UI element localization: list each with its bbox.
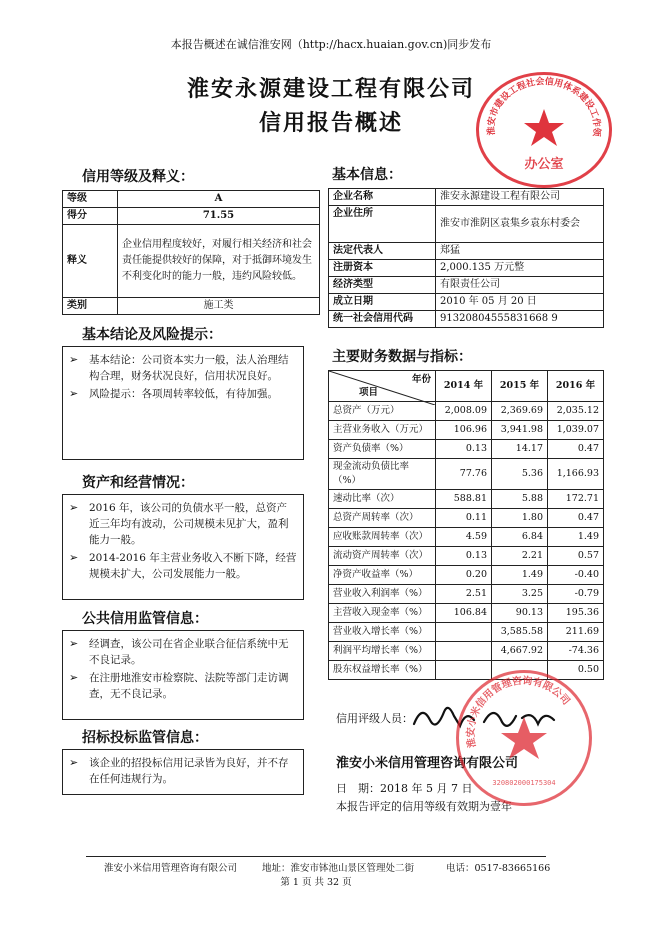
basic-type: 有限责任公司	[436, 277, 604, 294]
rater-label: 信用评级人员：	[336, 712, 413, 725]
table-row	[329, 604, 604, 623]
finance-row-label: 现金流动负债比率（%）	[329, 459, 436, 490]
finance-cell: 2,035.12	[548, 402, 604, 421]
conclusion-box	[62, 346, 304, 460]
arrow-bullet-icon: ➢	[69, 637, 79, 650]
credit-grade-value: A	[118, 191, 320, 208]
credit-label-category: 类别	[63, 298, 118, 315]
finance-row-label: 主营业务收入（万元）	[329, 421, 436, 440]
bidding-section-title: 招标投标监管信息：	[82, 730, 208, 746]
public-text-1: 经调查，该公司在省企业联合征信系统中无不良记录。	[89, 638, 289, 666]
basic-label-address: 企业住所	[329, 206, 436, 243]
finance-cell: 1.49	[548, 528, 604, 547]
finance-cell: 0.47	[548, 509, 604, 528]
finance-row-label: 流动资产周转率（次）	[329, 547, 436, 566]
finance-cell: 0.57	[548, 547, 604, 566]
table-row	[329, 642, 604, 661]
list-item	[69, 755, 297, 787]
arrow-bullet-icon: ➢	[69, 387, 79, 400]
arrow-bullet-icon: ➢	[69, 756, 79, 769]
report-date: 日 期：2018 年 5 月 7 日	[336, 782, 473, 795]
finance-row-label: 速动比率（次）	[329, 490, 436, 509]
list-item	[69, 636, 297, 668]
list-item	[69, 352, 297, 384]
finance-row-label: 营业收入增长率（%）	[329, 623, 436, 642]
table-row	[329, 440, 604, 459]
table-row	[329, 585, 604, 604]
arrow-bullet-icon: ➢	[69, 551, 79, 564]
finance-row-label: 主营收入现金率（%）	[329, 604, 436, 623]
credit-category-value: 施工类	[118, 298, 320, 315]
publish-note: 本报告概述在诚信淮安网（http://hacx.huaian.gov.cn)同步发布	[170, 38, 492, 51]
basic-label-date: 成立日期	[329, 294, 436, 311]
stamp-center-text: 办公室	[524, 157, 564, 172]
stamp-star-icon	[524, 109, 564, 146]
company-stamp-graphic	[459, 673, 589, 803]
finance-cell: 90.13	[492, 604, 548, 623]
finance-cell: 6.84	[492, 528, 548, 547]
finance-row-label: 股东权益增长率（%）	[329, 661, 436, 680]
assets-section-title: 资产和经营情况：	[82, 475, 194, 491]
finance-cell: 0.47	[548, 440, 604, 459]
finance-cell: 1,166.93	[548, 459, 604, 490]
report-title: 信用报告概述	[258, 111, 403, 136]
finance-header-corner	[329, 371, 436, 402]
list-item	[69, 550, 297, 582]
page-number: 第 1 页 共 32 页	[280, 877, 352, 888]
finance-cell: 106.84	[436, 604, 492, 623]
finance-rows	[329, 402, 604, 680]
finance-cell: 106.96	[436, 421, 492, 440]
stamp-ring-text: 淮安市建设工程社会信用体系建设工作领	[486, 77, 602, 137]
credit-rating-table	[62, 190, 320, 315]
finance-cell: 4,667.92	[492, 642, 548, 661]
finance-row-label: 利润平均增长率（%）	[329, 642, 436, 661]
credit-label-grade: 等级	[63, 191, 118, 208]
finance-cell: 211.69	[548, 623, 604, 642]
finance-row-label: 资产负债率（%）	[329, 440, 436, 459]
finance-header-year: 年份	[411, 374, 431, 385]
finance-cell: 2.21	[492, 547, 548, 566]
finance-cell: 3,941.98	[492, 421, 548, 440]
list-item	[69, 386, 297, 402]
finance-cell: 588.81	[436, 490, 492, 509]
table-row	[329, 490, 604, 509]
finance-year-2014: 2014 年	[436, 371, 492, 402]
basic-label-type: 经济类型	[329, 277, 436, 294]
finance-cell: 0.11	[436, 509, 492, 528]
finance-cell: 14.17	[492, 440, 548, 459]
basic-address: 淮安市淮阴区袁集乡袁东村委会	[436, 206, 604, 243]
public-section-title: 公共信用监管信息：	[82, 611, 208, 627]
finance-cell	[436, 623, 492, 642]
footer-phone: 电话：0517-83665166	[446, 863, 551, 874]
finance-cell: 3,585.58	[492, 623, 548, 642]
finance-year-2015: 2015 年	[492, 371, 548, 402]
finance-cell: 1.80	[492, 509, 548, 528]
finance-cell: 2.51	[436, 585, 492, 604]
finance-cell: -0.79	[548, 585, 604, 604]
finance-row-label: 总资产（万元）	[329, 402, 436, 421]
company-stamp-star-icon	[501, 717, 547, 759]
conclusion-text-1: 基本结论：公司资本实力一般，法人治理结构合理，财务状况良好，信用状况良好。	[89, 354, 289, 382]
finance-cell: 4.59	[436, 528, 492, 547]
table-row	[329, 623, 604, 642]
finance-row-label: 总资产周转率（次）	[329, 509, 436, 528]
credit-label-definition: 释义	[63, 225, 118, 298]
credit-section-title: 信用等级及释义：	[82, 169, 194, 185]
finance-table	[328, 370, 604, 680]
finance-row-label: 应收账款周转率（次）	[329, 528, 436, 547]
footer-divider	[86, 856, 546, 857]
list-item	[69, 500, 297, 548]
finance-cell: 1,039.07	[548, 421, 604, 440]
table-row	[329, 547, 604, 566]
finance-section-title: 主要财务数据与指标：	[332, 349, 472, 365]
finance-cell	[436, 642, 492, 661]
finance-cell: 2,008.09	[436, 402, 492, 421]
finance-cell: 0.20	[436, 566, 492, 585]
finance-cell: 5.36	[492, 459, 548, 490]
arrow-bullet-icon: ➢	[69, 353, 79, 366]
finance-cell: 77.76	[436, 459, 492, 490]
basic-legal-rep: 郑猛	[436, 243, 604, 260]
finance-row-label: 净资产收益率（%）	[329, 566, 436, 585]
list-item	[69, 670, 297, 702]
company-stamp	[456, 670, 592, 806]
report-title-company: 淮安永源建设工程有限公司	[186, 77, 475, 102]
basic-credit-code: 91320804555831668 9	[436, 311, 604, 328]
table-row	[329, 528, 604, 547]
finance-cell: 0.13	[436, 440, 492, 459]
basic-label-capital: 注册资本	[329, 260, 436, 277]
table-row	[329, 459, 604, 490]
basic-founded-date: 2010 年 05 月 20 日	[436, 294, 604, 311]
arrow-bullet-icon: ➢	[69, 501, 79, 514]
finance-cell: 195.36	[548, 604, 604, 623]
finance-cell: -74.36	[548, 642, 604, 661]
assets-text-2: 2014-2016 年主营业务收入不断下降，经营规模未扩大，公司发展能力一般。	[89, 552, 297, 580]
public-box	[62, 630, 304, 720]
finance-cell: 0.13	[436, 547, 492, 566]
arrow-bullet-icon: ➢	[69, 671, 79, 684]
bidding-box	[62, 749, 304, 795]
basic-label-credit-code: 统一社会信用代码	[329, 311, 436, 328]
assets-box	[62, 494, 304, 600]
table-row	[329, 421, 604, 440]
credit-label-score: 得分	[63, 208, 118, 225]
conclusion-section-title: 基本结论及风险提示：	[82, 327, 222, 343]
finance-cell: 3.25	[492, 585, 548, 604]
finance-cell: -0.40	[548, 566, 604, 585]
basic-info-table	[328, 188, 604, 328]
finance-row-label: 营业收入利润率（%）	[329, 585, 436, 604]
company-stamp-ring-text: 淮安小米信用管理咨询有限公司	[465, 675, 572, 749]
finance-year-2016: 2016 年	[548, 371, 604, 402]
basic-label-name: 企业名称	[329, 189, 436, 206]
finance-cell: 172.71	[548, 490, 604, 509]
finance-cell: 5.88	[492, 490, 548, 509]
assets-text-1: 2016 年，该公司的负债水平一般，总资产近三年均有波动，公司规模未见扩大，盈利能力一般。	[89, 502, 289, 546]
finance-cell: 0.50	[548, 661, 604, 680]
table-row	[329, 566, 604, 585]
credit-score-value: 71.55	[118, 208, 320, 225]
finance-header-item: 项目	[359, 387, 379, 398]
finance-cell: 2,369.69	[492, 402, 548, 421]
public-text-2: 在注册地淮安市检察院、法院等部门走访调查，无不良记录。	[89, 672, 289, 700]
risk-text: 风险提示：各项周转率较低，有待加强。	[89, 388, 278, 400]
validity-note: 本报告评定的信用等级有效期为壹年	[336, 800, 512, 813]
credit-definition-value: 企业信用程度较好，对履行相关经济和社会责任能提供较好的保障，对于抵御环境发生不利变化时的能力一般，违约风险较低。	[118, 225, 320, 298]
basic-capital: 2,000.135 万元整	[436, 260, 604, 277]
rating-company: 淮安小米信用管理咨询有限公司	[336, 756, 519, 771]
table-row	[329, 509, 604, 528]
company-stamp-code: 320802000175304	[492, 779, 556, 787]
basic-section-title: 基本信息：	[332, 167, 402, 183]
finance-cell: 1.49	[492, 566, 548, 585]
basic-company-name: 淮安永源建设工程有限公司	[436, 189, 604, 206]
basic-label-legal-rep: 法定代表人	[329, 243, 436, 260]
official-stamp	[476, 72, 612, 188]
footer-company: 淮安小米信用管理咨询有限公司	[104, 863, 238, 874]
footer-address: 地址：淮安市钵池山景区管理处二街	[262, 863, 415, 874]
bidding-text: 该企业的招投标信用记录皆为良好，并不存在任何违规行为。	[89, 757, 289, 785]
